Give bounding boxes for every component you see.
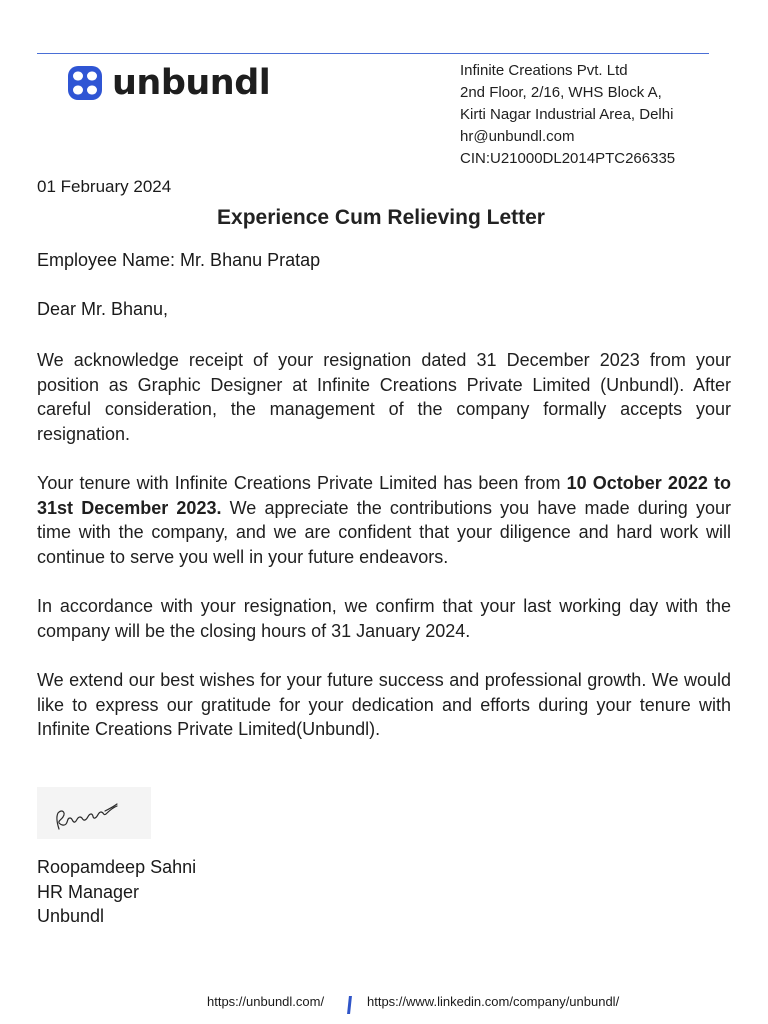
address-line-2: Kirti Nagar Industrial Area, Delhi — [460, 106, 674, 123]
company-email[interactable]: hr@unbundl.com — [460, 128, 575, 145]
tenure-appreciation: We appreciate the contributions you have made during your time with the company, and we are confident that your diligence and hard work will continue to serve you well in your future endeavors. — [37, 497, 731, 568]
letter-date: 01 February 2024 — [37, 177, 172, 196]
tenure-intro: Your tenure with Infinite Creations Private Limited has been from — [37, 473, 567, 493]
handwritten-signature — [37, 787, 151, 839]
footer-website-link[interactable]: https://unbundl.com/ — [207, 994, 325, 1009]
signer-block — [37, 855, 196, 929]
company-name: Infinite Creations Pvt. Ltd — [460, 62, 628, 79]
unbundl-logo-icon — [66, 64, 104, 102]
paragraph-best-wishes: We extend our best wishes for your future success and professional growth. We would like to express our gratitude for your dedication and efforts during your tenure with Infinite Creations Private Limited(Unbundl). — [37, 670, 731, 740]
header-rule — [37, 53, 709, 54]
footer-divider — [347, 996, 352, 1014]
brand-name: unbundl — [112, 63, 271, 103]
paragraph-resignation-accepted: We acknowledge receipt of your resignation dated 31 December 2023 from your position as Graphic Designer at Infinite Creations Private Limited (Unbundl). After careful consideration, the management of the company formally accepts your resignation. — [37, 350, 731, 445]
address-line-1: 2nd Floor, 2/16, WHS Block A, — [460, 84, 662, 101]
signer-organization: Unbundl — [37, 906, 105, 926]
paragraph-tenure — [37, 471, 731, 570]
footer-linkedin-link[interactable]: https://www.linkedin.com/company/unbundl/ — [367, 994, 620, 1009]
employee-name-line: Employee Name: Mr. Bhanu Pratap — [37, 250, 321, 270]
signer-name: Roopamdeep Sahni — [37, 857, 197, 877]
company-cin: CIN:U21000DL2014PTC266335 — [460, 150, 676, 167]
signer-role: HR Manager — [37, 881, 140, 902]
paragraph-last-working-day: In accordance with your resignation, we confirm that your last working day with the company will be the closing hours of 31 January 2024. — [37, 596, 731, 641]
letter-title: Experience Cum Relieving Letter — [217, 206, 545, 229]
tenure-dates: 10 October 2022 to 31st December 2023. — [37, 473, 731, 518]
unbundl-logo — [66, 64, 270, 102]
company-address-block — [460, 60, 675, 170]
salutation: Dear Mr. Bhanu, — [37, 299, 169, 319]
signature-image — [37, 787, 151, 839]
